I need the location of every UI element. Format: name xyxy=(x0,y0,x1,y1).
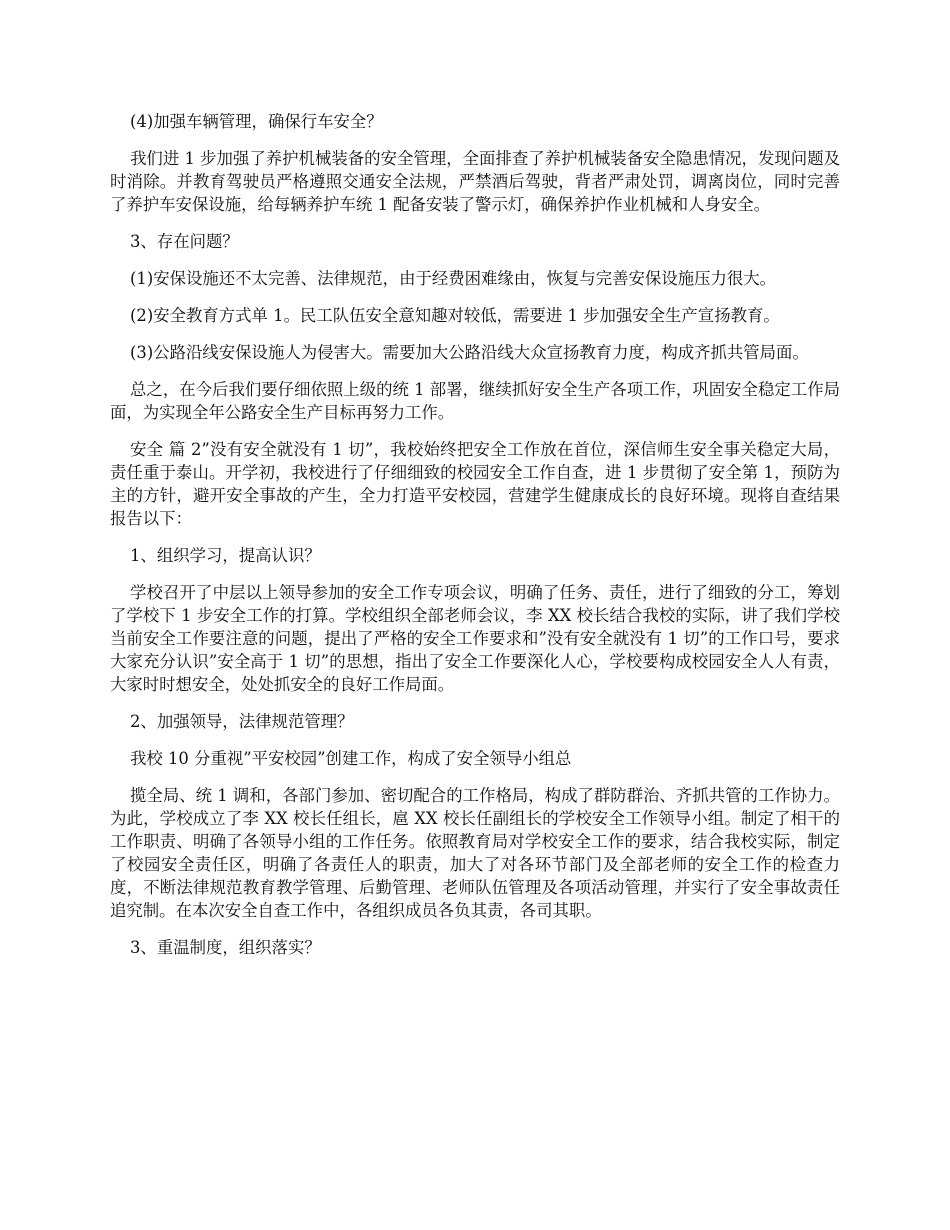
paragraph: 3、重温制度，组织落实？ xyxy=(130,938,321,957)
paragraph: 我校 10 分重视”平安校园”创建工作，构成了安全领导小组总 xyxy=(130,749,572,768)
paragraph: 揽全局、统 1 调和，各部门参加、密切配合的工作格局，构成了群防群治、齐抓共管的工作协力。为此，学校成立了李 XX 校长任组长，扈 XX 校长任副组长的学校安全工作领导小组。制定了相干的工作职责、明确了各领导小组的工作任务。依照教育局对学校安全工作的要求，结合我校实际，制定了校园安全责任区，明确了各责任人的职责，加大了对各环节部门及全部老师的安全工作的检查力度，不断法律规范教育教学管理、后勤管理、老师队伍管理及各项活动管理，并实行了安全事故责任追究制。在本次安全自查工作中，各组织成员各负其责，各司其职。 xyxy=(110,786,840,920)
paragraph: (2)安全教育方式单 1。民工队伍安全意知趣对较低，需要进 1 步加强安全生产宣扬教育。 xyxy=(130,306,780,325)
paragraph: (3)公路沿线安保设施人为侵害大。需要加大公路沿线大众宣扬教育力度，构成齐抓共管局面。 xyxy=(130,343,809,362)
paragraph: 2、加强领导，法律规范管理？ xyxy=(130,712,354,731)
paragraph: 安全 篇 2”没有安全就没有 1 切”，我校始终把安全工作放在首位，深信师生安全事关稳定大局，责任重于泰山。开学初，我校进行了仔细细致的校园安全工作自查，进 1 步贯彻了安全第 1，预防为主的方针，避开安全事故的产生，全力打造平安校园，营建学生健康成长的良好环境。现将自查结果报告以下： xyxy=(110,440,840,528)
paragraph: 学校召开了中层以上领导参加的安全工作专项会议，明确了任务、责任，进行了细致的分工，筹划了学校下 1 步安全工作的打算。学校组织全部老师会议，李 XX 校长结合我校的实际，讲了我们学校当前安全工作要注意的问题，提出了严格的安全工作要求和”没有安全就没有 1 切”的工作口号，要求大家充分认识”安全高于 1 切”的思想，指出了安全工作要深化人心，学校要构成校园安全人人有责，大家时时想安全，处处抓安全的良好工作局面。 xyxy=(110,583,840,694)
document-body xyxy=(110,110,840,973)
paragraph: 1、组织学习，提高认识？ xyxy=(130,546,321,565)
paragraph: 总之，在今后我们要仔细依照上级的统 1 部署，继续抓好安全生产各项工作，巩固安全稳定工作局面，为实现全年公路安全生产目标再努力工作。 xyxy=(110,380,840,422)
paragraph: (1)安保设施还不太完善、法律规范，由于经费困难缘由，恢复与完善安保设施压力很大。 xyxy=(130,269,777,288)
paragraph: 3、存在问题？ xyxy=(130,232,239,251)
paragraph: (4)加强车辆管理，确保行车安全？ xyxy=(130,112,383,131)
paragraph: 我们进 1 步加强了养护机械装备的安全管理，全面排查了养护机械装备安全隐患情况，发现问题及时消除。并教育驾驶员严格遵照交通安全法规，严禁酒后驾驶，背者严肃处罚，调离岗位，同时完善了养护车安保设施，给每辆养护车统 1 配备安装了警示灯，确保养护作业机械和人身安全。 xyxy=(110,149,840,214)
